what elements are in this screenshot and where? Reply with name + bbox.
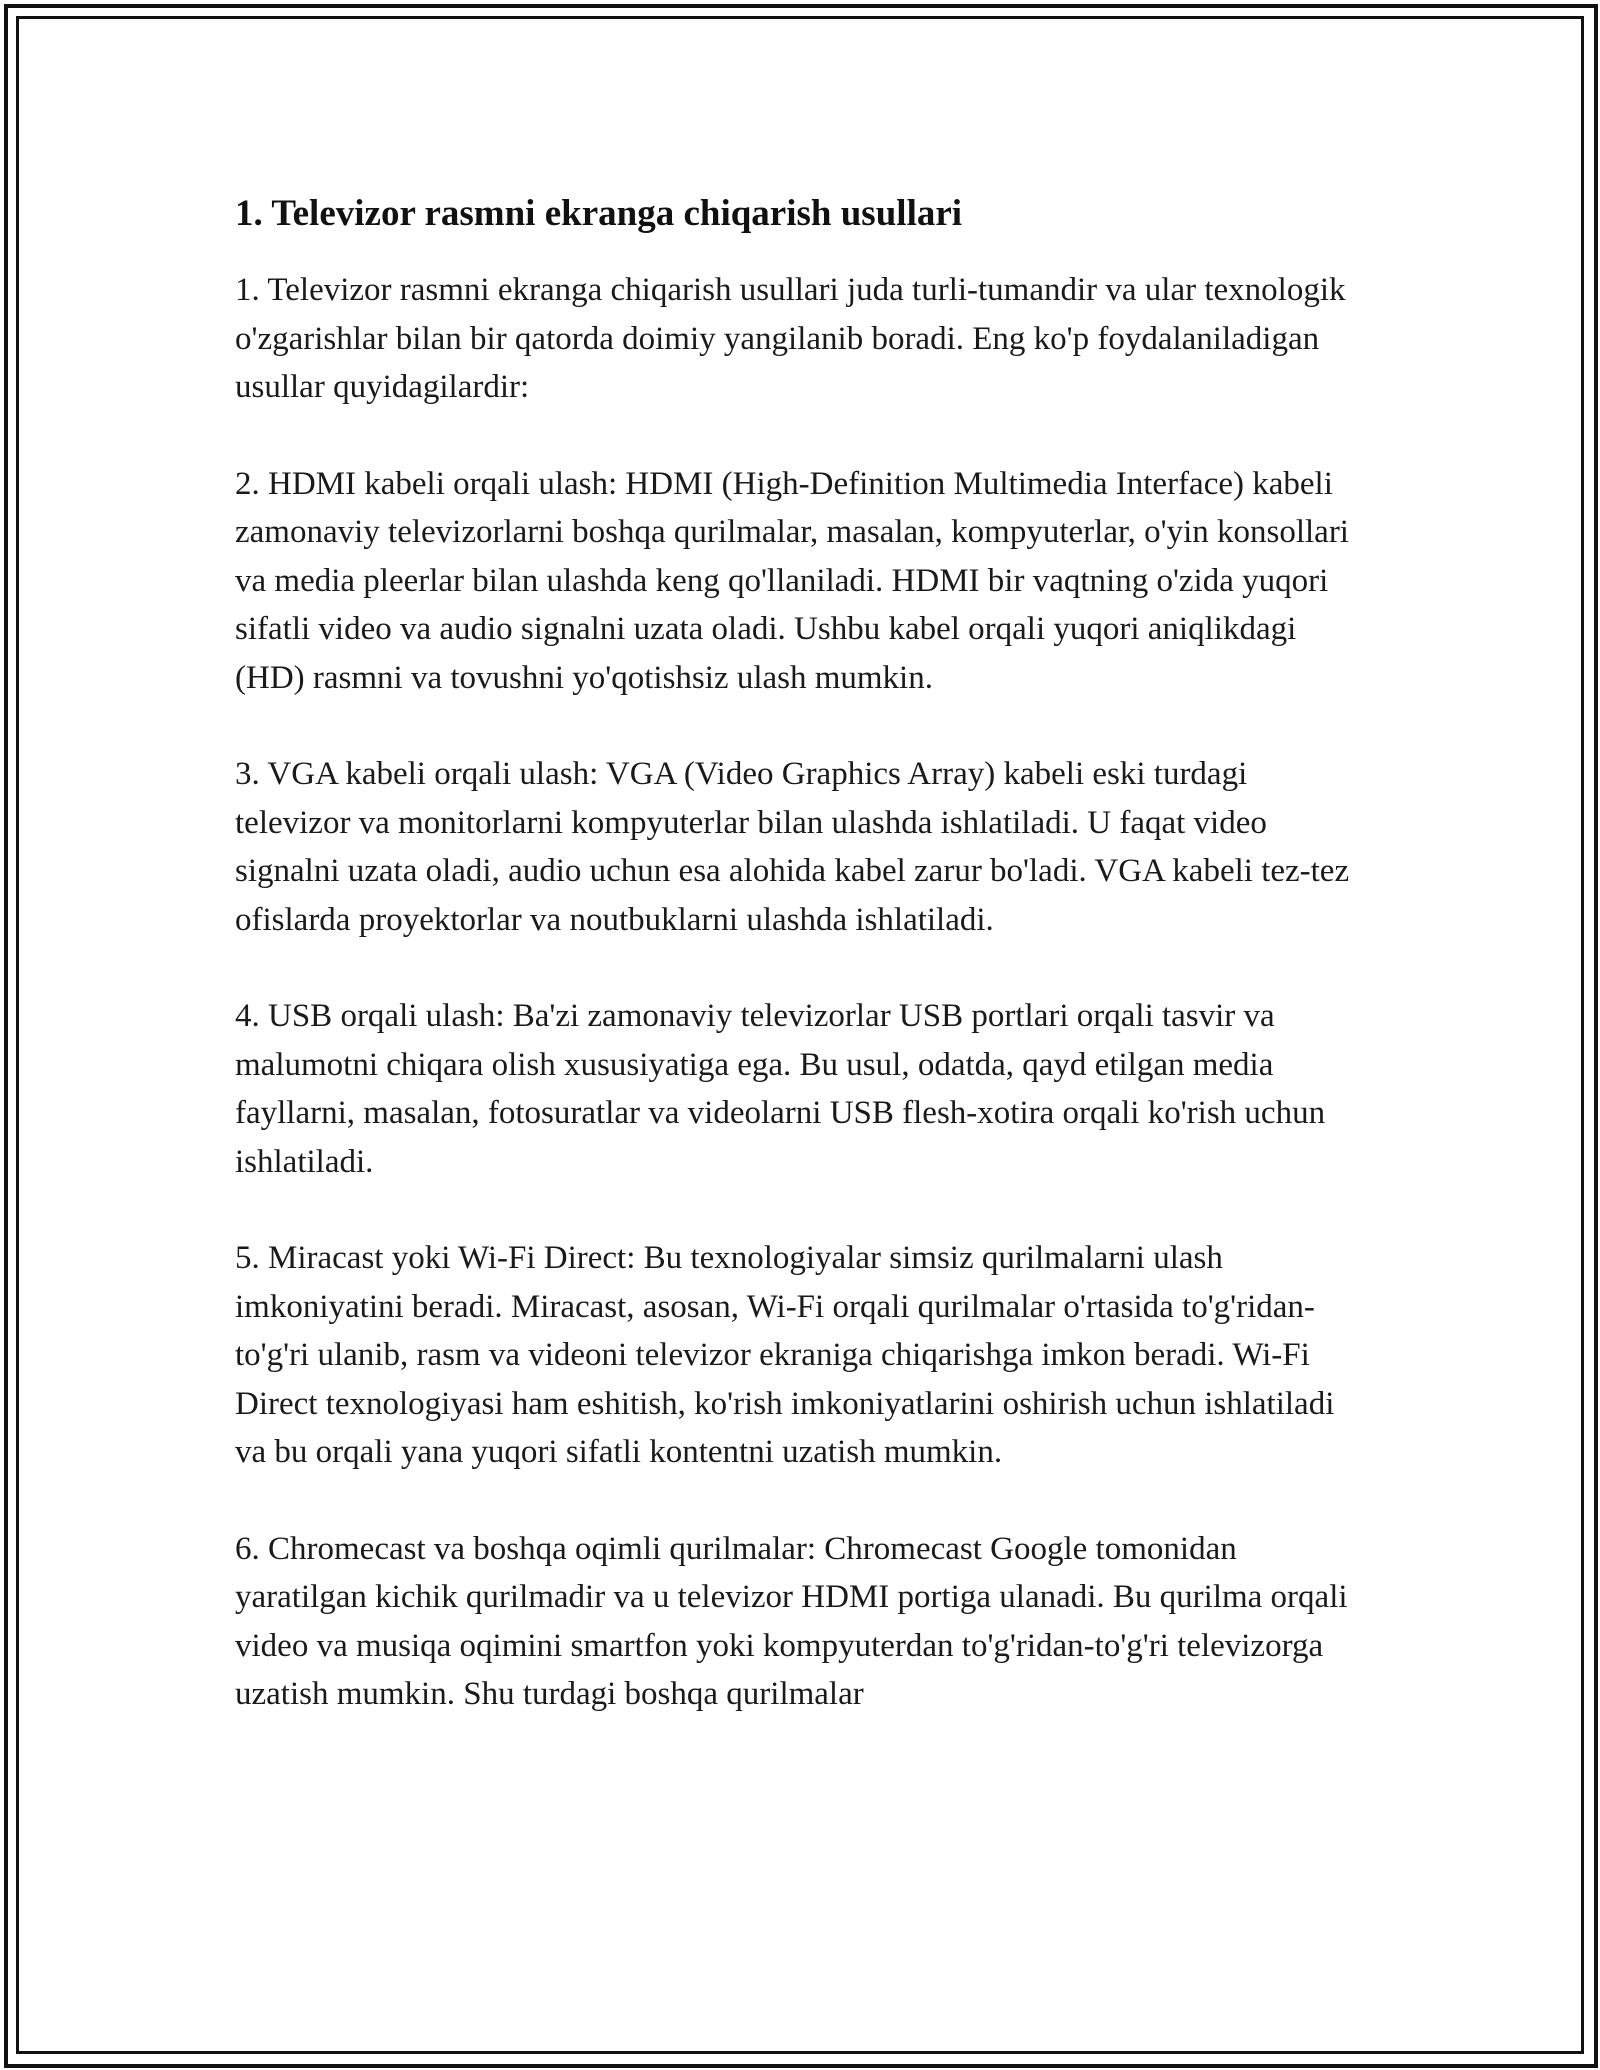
document-body: [235, 188, 1365, 1767]
paragraph-hdmi: 2. HDMI kabeli orqali ulash: HDMI (High-Definition Multimedia Interface) kabeli zamonaviy televizorlarni boshqa qurilmalar, masalan, kompyuterlar, o'yin konsollari va media pleerlar bilan ulashda keng qo'llaniladi. HDMI bir vaqtning o'zida yuqori sifatli video va audio signalni uzata oladi. Ushbu kabel orqali yuqori aniqlikdagi (HD) rasmni va tovushni yo'qotishsiz ulash mumkin.: [235, 465, 1349, 696]
paragraph-miracast: 5. Miracast yoki Wi-Fi Direct: Bu texnologiyalar simsiz qurilmalarni ulash imkoniyatini beradi. Miracast, asosan, Wi-Fi orqali qurilmalar o'rtasida to'g'ridan-to'g'ri ulanib, rasm va videoni televizor ekraniga chiqarishga imkon beradi. Wi-Fi Direct texnologiyasi ham eshitish, ko'rish imkoniyatlarini oshirish uchun ishlatiladi va bu orqali yana yuqori sifatli kontentni uzatish mumkin.: [235, 1240, 1335, 1470]
paragraph-chromecast: 6. Chromecast va boshqa oqimli qurilmalar: Chromecast Google tomonidan yaratilgan kichik qurilmadir va u televizor HDMI portiga ulanadi. Bu qurilma orqali video va musiqa oqimini smartfon yoki kompyuterdan to'g'ridan-to'g'ri televizorga uzatish mumkin. Shu turdagi boshqa qurilmalar: [235, 1530, 1348, 1712]
paragraph-usb: 4. USB orqali ulash: Ba'zi zamonaviy televizorlar USB portlari orqali tasvir va malumotni chiqara olish xususiyatiga ega. Bu usul, odatda, qayd etilgan media fayllarni, masalan, fotosuratlar va videolarni USB flesh-xotira orqali ko'rish uchun ishlatiladi.: [235, 998, 1326, 1180]
paragraph-intro: 1. Televizor rasmni ekranga chiqarish usullari juda turli-tumandir va ular texnologik o'zgarishlar bilan bir qatorda doimiy yangilanib boradi. Eng ko'p foydalaniladigan usullar quyidagilardir:: [235, 272, 1346, 405]
section-heading: 1. Televizor rasmni ekranga chiqarish usullari: [235, 193, 963, 234]
paragraph-vga: 3. VGA kabeli orqali ulash: VGA (Video Graphics Array) kabeli eski turdagi televizor va monitorlarni kompyuterlar bilan ulashda ishlatiladi. U faqat video signalni uzata oladi, audio uchun esa alohida kabel zarur bo'ladi. VGA kabeli tez-tez ofislarda proyektorlar va noutbuklarni ulashda ishlatiladi.: [235, 756, 1350, 938]
